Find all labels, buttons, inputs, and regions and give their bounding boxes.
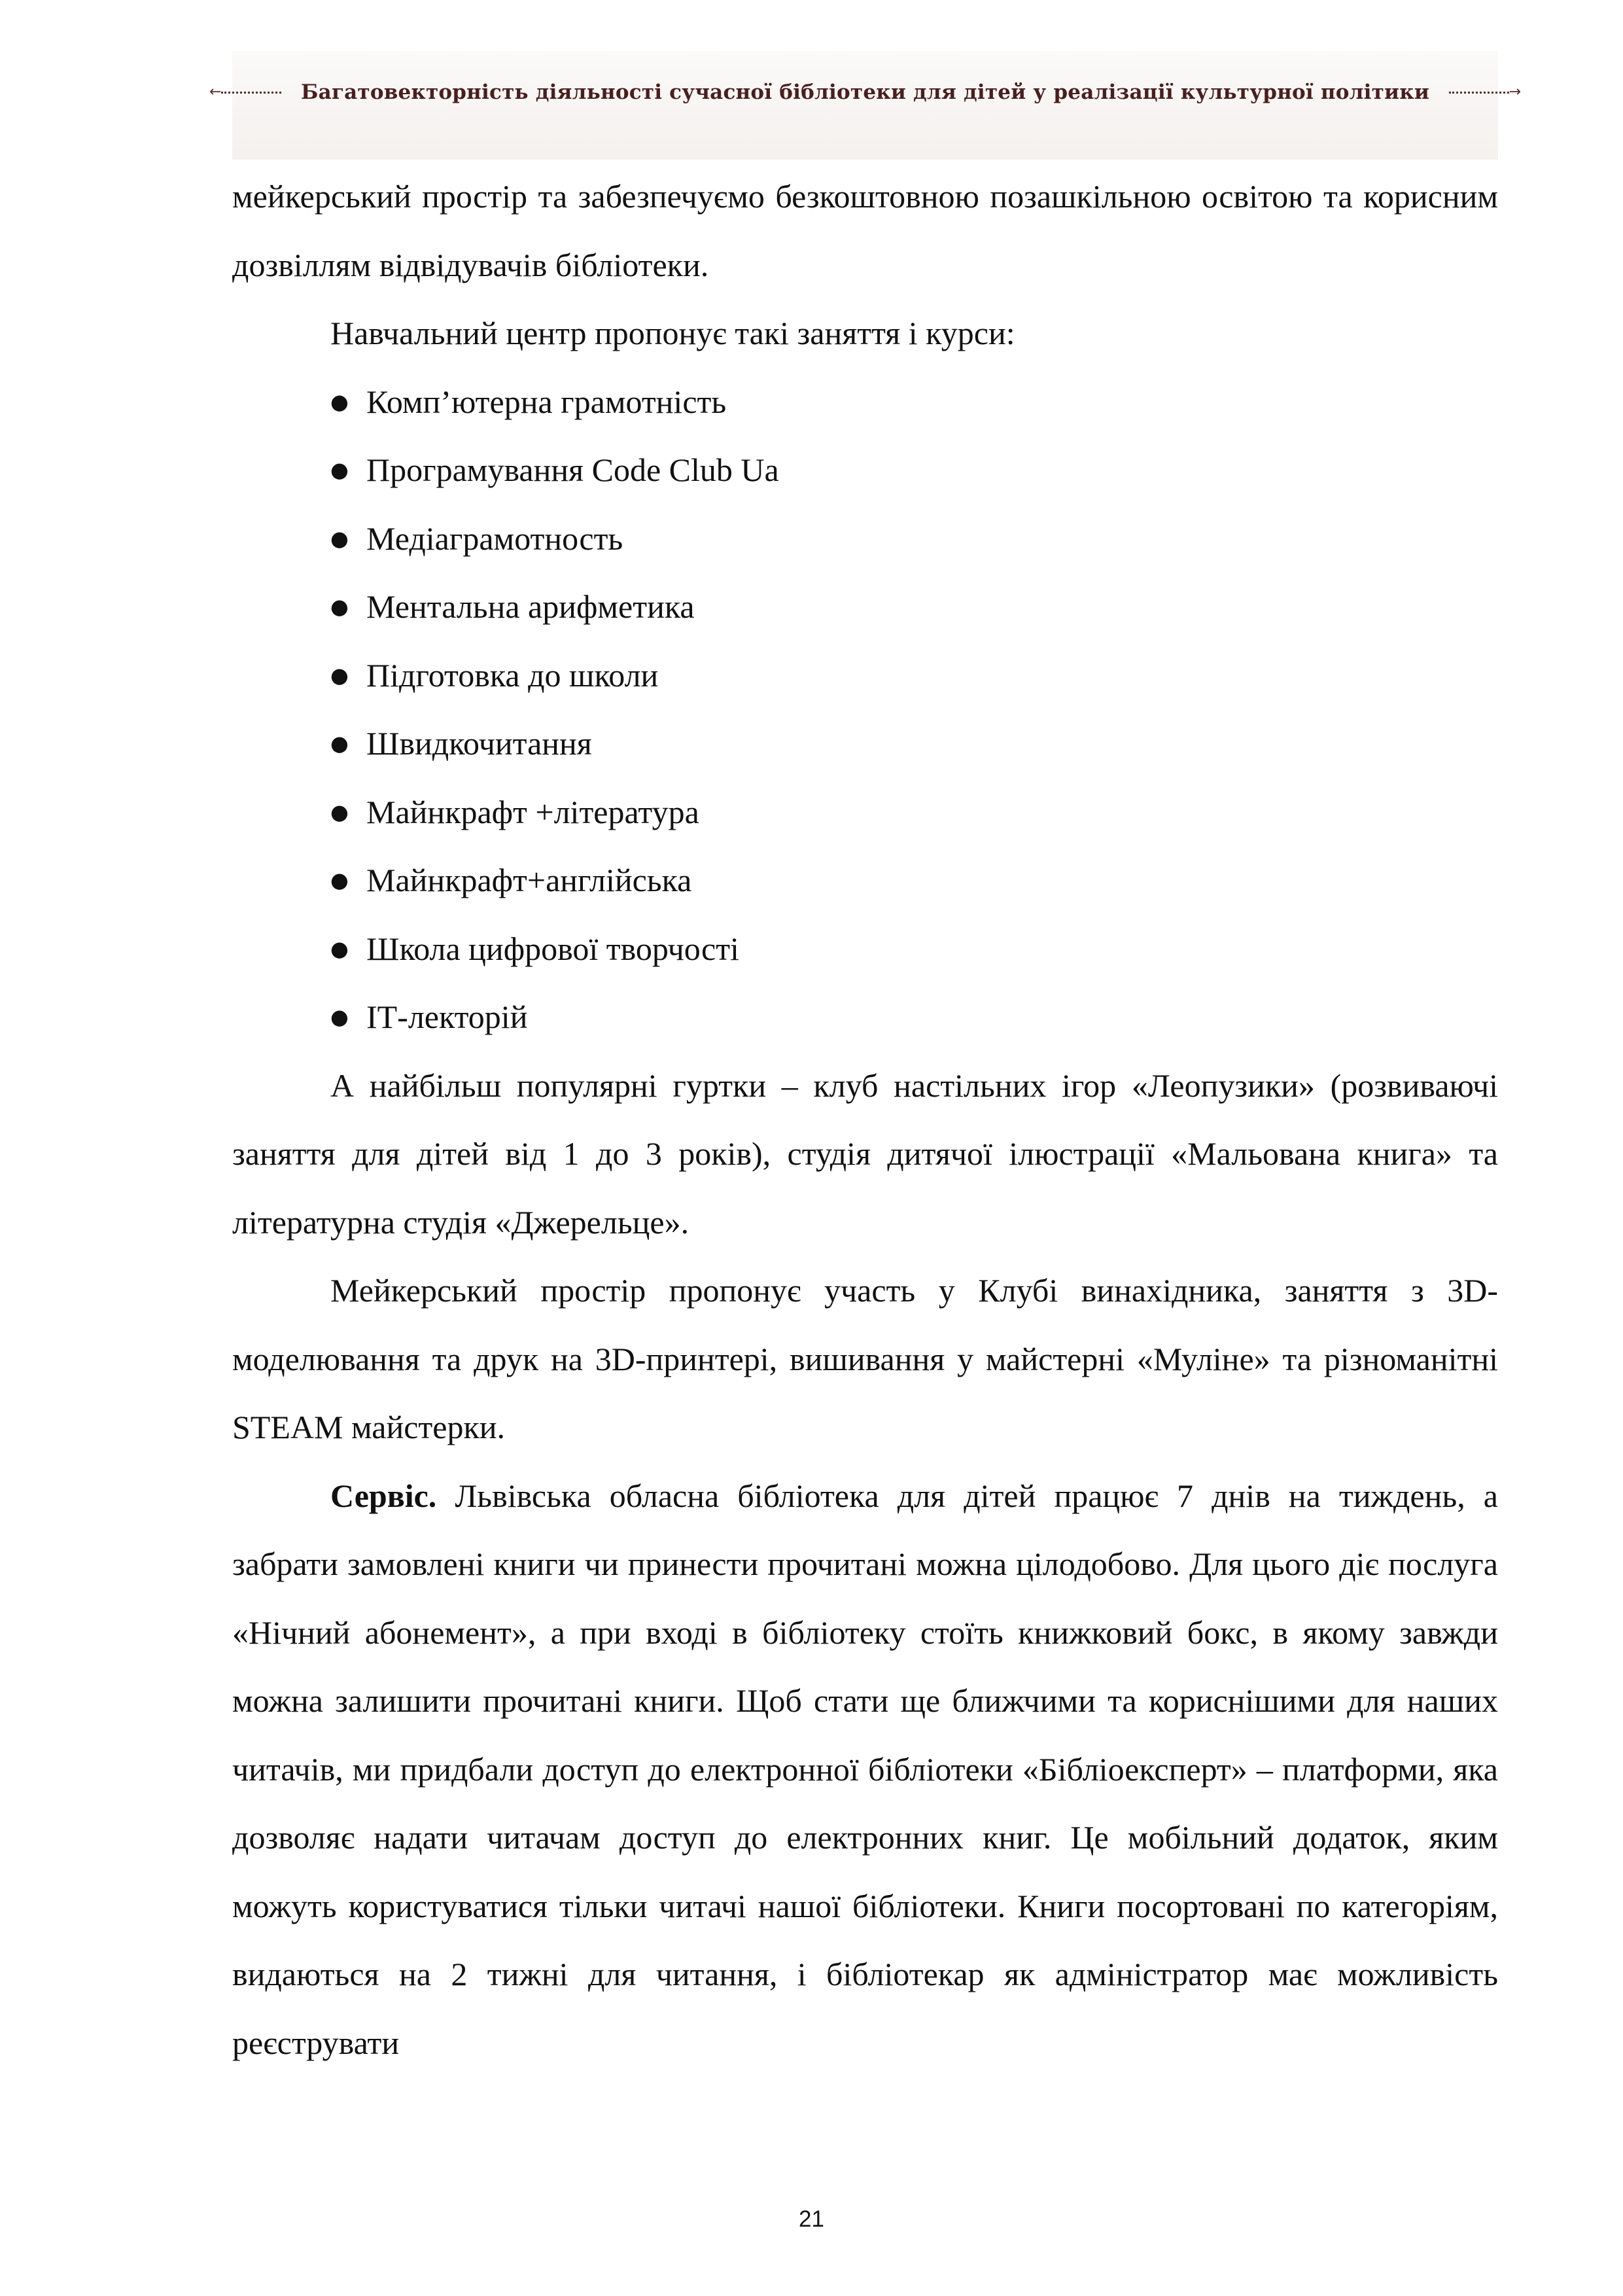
list-item-text: Комп’ютерна грамотність [366, 383, 727, 420]
bullet-icon: ● [330, 525, 349, 551]
list-item [232, 436, 1498, 504]
service-heading: Сервіс. [330, 1477, 437, 1514]
list-item-text: ІТ-лекторій [366, 998, 528, 1035]
list-item [232, 641, 1498, 710]
bullet-icon: ● [330, 662, 349, 688]
paragraph-continuation: мейкерський простір та забезпечуємо безкоштовною позашкільною освітою та корисним дозвіллям відвідувачів бібліотеки. [232, 178, 1498, 283]
paragraph-clubs: А найбільш популярні гуртки – клуб настільних ігор «Леопузики» (розвиваючі заняття для дітей від 1 до 3 років), студія дитячої ілюстрації «Мальована книга» та літературна студія «Джерельце». [232, 1067, 1498, 1241]
list-item-text: Медіаграмотность [366, 520, 623, 557]
list-item [232, 368, 1498, 436]
list-item [232, 709, 1498, 778]
paragraph-service [232, 1462, 1498, 2077]
list-item [232, 846, 1498, 915]
paragraph-maker-space: Мейкерський простір пропонує участь у Клубі винахідника, заняття з 3D-моделювання та друк на 3D-принтері, вишивання у майстерні «Муліне» та різноманітні STEAM майстерки. [232, 1272, 1498, 1445]
course-list [232, 368, 1498, 1051]
page-number: 21 [799, 2206, 824, 2232]
list-item-text: Програмування Code Club Ua [366, 451, 779, 488]
running-header-title: Багатовекторність діяльності сучасної бібліотеки для дітей у реалізації культурної політики [300, 80, 1430, 104]
list-item-text: Школа цифрової творчості [366, 930, 739, 967]
list-item [232, 915, 1498, 983]
list-item-text: Швидкочитання [366, 725, 592, 762]
running-header-inner [209, 80, 1521, 104]
bullet-icon: ● [330, 457, 349, 482]
bullet-icon: ● [330, 1004, 349, 1029]
list-item [232, 504, 1498, 573]
header-left-arrow-icon: ← [209, 85, 281, 99]
list-item-text: Майнкрафт +література [366, 793, 699, 830]
service-text: Львівська обласна бібліотека для дітей працює 7 днів на тиждень, а забрати замовлені книги чи принести прочитані можна цілодобово. Для цього діє послуга «Нічний абонемент», а при вході в бібліотеку стоїть книжковий бокс, в якому завжди можна залишити прочитані книги. Щоб стати ще ближчими та кориснішими для наших читачів, ми придбали доступ до електронної бібліотеки «Бібліоексперт» – платформи, яка дозволяє надати читачам доступ до електронних книг. Це мобільний додаток, яким можуть користуватися тільки читачі нашої бібліотеки. Книги посортовані по категоріям, видаються на 2 тижні для читання, і бібліотекар як адміністратор має можливість реєструвати [232, 1477, 1498, 2061]
bullet-icon: ● [330, 594, 349, 619]
list-item-text: Ментальна арифметика [366, 588, 695, 625]
bullet-icon: ● [330, 868, 349, 892]
bullet-icon: ● [330, 389, 349, 414]
list-item [232, 573, 1498, 641]
list-item-text: Підготовка до школи [366, 656, 659, 694]
bullet-icon: ● [330, 731, 349, 756]
bullet-icon: ● [330, 936, 349, 961]
courses-intro: Навчальний центр пропонує такі заняття і курси: [330, 315, 1015, 351]
header-right-arrow-icon: → [1449, 85, 1521, 99]
list-item [232, 778, 1498, 847]
list-item [232, 983, 1498, 1051]
running-header [209, 51, 1522, 160]
list-item-text: Майнкрафт+англійська [366, 862, 692, 898]
page-body [232, 162, 1498, 2077]
bullet-icon: ● [330, 799, 349, 824]
